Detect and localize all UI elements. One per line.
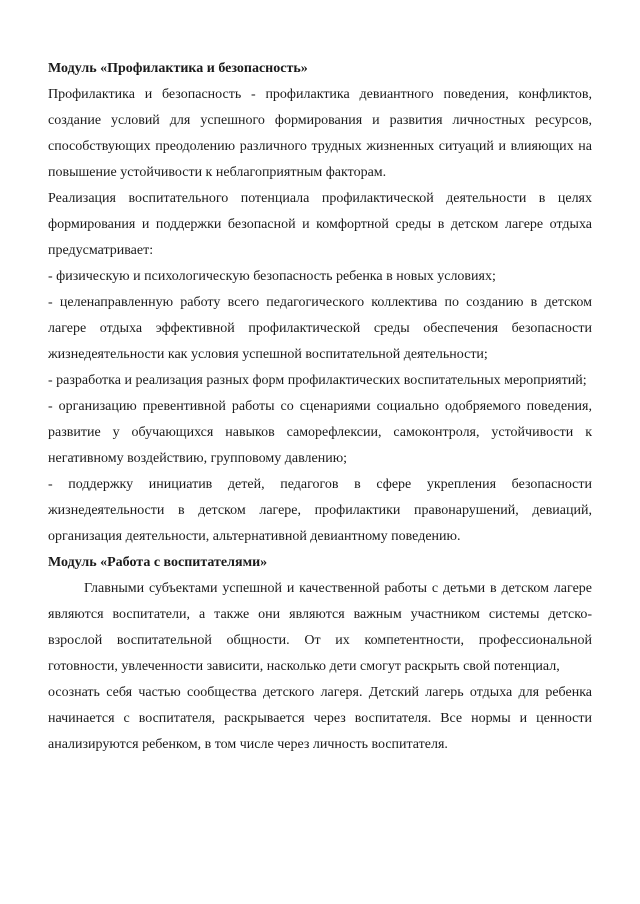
paragraph-definition: Профилактика и безопасность - профилактика девиантного поведения, конфликтов, создание условий для успешного формирования и развития личностных ресурсов, способствующих преодолению различного трудных жизненных ситуаций и влияющих на повышение устойчивости к неблагоприятным факторам.: [48, 87, 592, 180]
document-content: [48, 56, 592, 758]
list-item-forms: - разработка и реализация разных форм профилактических воспитательных мероприятий;: [48, 373, 587, 388]
list-item-team-work: - целенаправленную работу всего педагогического коллектива по созданию в детском лагере отдыха эффективной профилактической среды обеспечения безопасности жизнедеятельности как условия успешной воспитательной деятельности;: [48, 295, 592, 362]
paragraph-implementation: Реализация воспитательного потенциала профилактической деятельности в целях формирования и поддержки безопасной и комфортной среды в детском лагере отдыха предусматривает:: [48, 191, 592, 258]
paragraph-educators-continued: осознать себя частью сообщества детского лагеря. Детский лагерь отдыха для ребенка начинается с воспитателя, раскрывается через воспитателя. Все нормы и ценности анализируются ребенком, в том числе через личность воспитателя.: [48, 685, 592, 752]
list-item-safety: - физическую и психологическую безопасность ребенка в новых условиях;: [48, 269, 496, 284]
paragraph-educators-main: Главными субъектами успешной и качественной работы с детьми в детском лагере являются воспитатели, а также они являются важным участником системы детско-взрослой воспитательной общности. От их компетентности, профессиональной готовности, увлеченности зависити, насколько дети смогут раскрыть свой потенциал,: [48, 581, 592, 674]
module-heading-prevention: Модуль «Профилактика и безопасность»: [48, 61, 308, 76]
list-item-initiatives: - поддержку инициатив детей, педагогов в сфере укрепления безопасности жизнедеятельности в детском лагере, профилактики правонарушений, девиаций, организация деятельности, альтернативной девиантному поведению.: [48, 477, 592, 544]
module-heading-educators: Модуль «Работа с воспитателями»: [48, 555, 268, 570]
list-item-preventive-work: - организацию превентивной работы со сценариями социально одобряемого поведения, развитие у обучающихся навыков саморефлексии, самоконтроля, устойчивости к негативному воздействию, групповому давлению;: [48, 399, 592, 466]
